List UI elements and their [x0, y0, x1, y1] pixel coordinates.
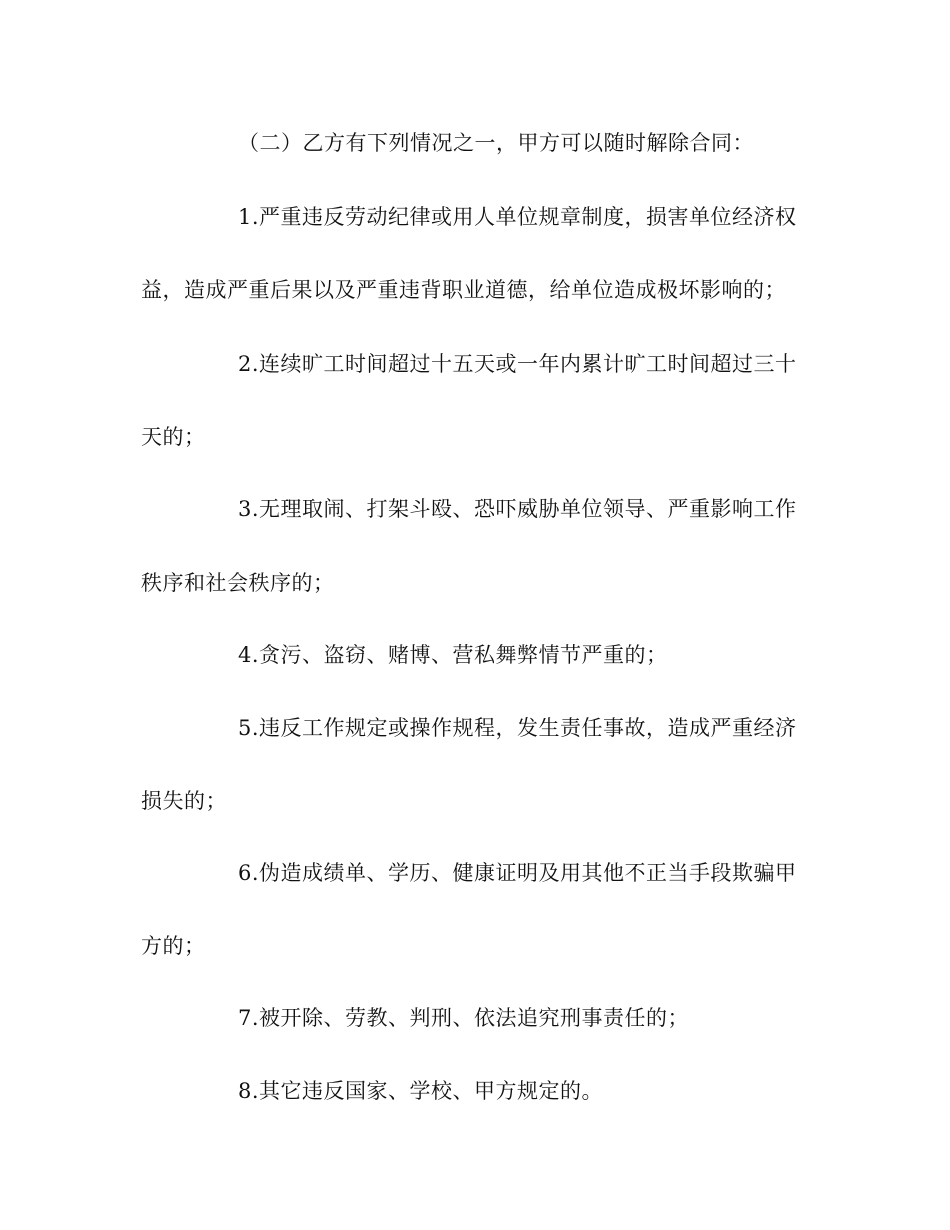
clause-6-line-1: 6.伪造成绩单、学历、健康证明及用其他不正当手段欺骗甲 [238, 861, 797, 885]
clause-2-line-2: 天的； [141, 425, 206, 449]
clause-7-line-1: 7.被开除、劳教、判刑、依法追究刑事责任的； [238, 1006, 690, 1030]
clause-5-line-2: 损失的； [141, 789, 227, 813]
clause-1-line-1: 1.严重违反劳动纪律或用人单位规章制度，损害单位经济权 [238, 205, 797, 229]
clause-5-line-1: 5.违反工作规定或操作规程，发生责任事故，造成严重经济 [238, 716, 797, 740]
clause-4-line-1: 4.贪污、盗窃、赌博、营私舞弊情节严重的； [238, 643, 668, 667]
clause-6-line-2: 方的； [141, 934, 206, 958]
clause-1-line-2: 益，造成严重后果以及严重违背职业道德，给单位造成极坏影响的； [141, 278, 786, 302]
clause-3-line-1: 3.无理取闹、打架斗殴、恐吓威胁单位领导、严重影响工作 [238, 497, 797, 521]
section-heading: （二）乙方有下列情况之一，甲方可以随时解除合同： [238, 131, 754, 155]
clause-3-line-2: 秩序和社会秩序的； [141, 571, 335, 595]
clause-2-line-1: 2.连续旷工时间超过十五天或一年内累计旷工时间超过三十 [238, 352, 797, 376]
clause-8-line-1: 8.其它违反国家、学校、甲方规定的。 [238, 1079, 604, 1103]
